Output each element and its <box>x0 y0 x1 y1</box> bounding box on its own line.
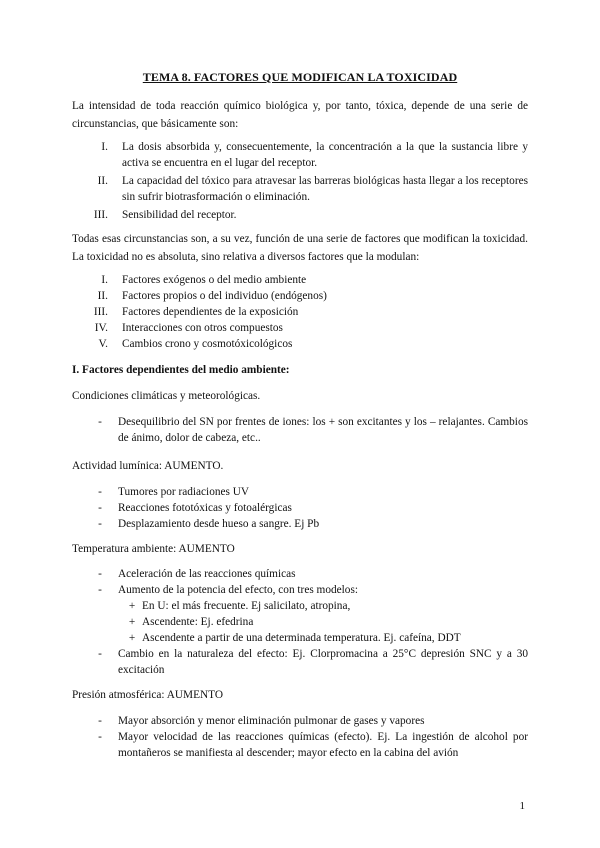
intro-paragraph: La intensidad de toda reacción químico biológica y, por tanto, tóxica, depende de una serie de circunstancias, que básicamente son: <box>72 100 528 130</box>
temp-heading: Temperatura ambiente: AUMENTO <box>72 543 235 555</box>
sub-item: + Ascendente: Ej. efedrina <box>128 616 254 628</box>
list-item: - Desequilibrio del SN por frentes de iones: los + son excitantes y los – relajantes. Cambios de ánimo, dolor de cabeza, etc.. <box>98 416 528 444</box>
list-item: - Mayor velocidad de las reacciones químicas (efecto). Ej. La ingestión de alcohol por montañeros se manifiesta al descender; mayor efecto en la cabina del avión <box>98 731 528 759</box>
list-item: - Desplazamiento desde hueso a sangre. Ej Pb <box>98 518 320 530</box>
luz-heading: Actividad lumínica: AUMENTO. <box>72 460 224 472</box>
list-item: III. Factores dependientes de la exposición <box>93 306 299 318</box>
circunstancias-list <box>72 139 528 223</box>
factors-paragraph: Todas esas circunstancias son, a su vez, función de una serie de factores que modifican la toxicidad. La toxicidad no es absoluta, sino relativa a diversos factores que la modulan: <box>72 233 528 263</box>
list-item: - Mayor absorción y menor eliminación pulmonar de gases y vapores <box>98 715 425 727</box>
list-item: II. Factores propios o del individuo (endógenos) <box>97 290 327 302</box>
clima-list <box>72 414 528 446</box>
list-item: I. La dosis absorbida y, consecuentemente, la concentración a la que la sustancia libre y activa se encuentra en el lugar del receptor. <box>101 141 528 169</box>
list-item: - Reacciones fototóxicas y fotoalérgicas <box>98 502 292 514</box>
factores-list <box>72 272 528 352</box>
list-item: II. La capacidad del tóxico para atravesar las barreras biológicas hasta llegar a los receptores sin sufrir biotrasformación o eliminación. <box>97 175 528 203</box>
presion-list <box>72 713 528 761</box>
list-item: V. Cambios crono y cosmotóxicológicos <box>98 338 293 350</box>
list-item: IV. Interacciones con otros compuestos <box>94 322 283 334</box>
list-item: - Aceleración de las reacciones químicas <box>98 568 296 580</box>
presion-heading: Presión atmosférica: AUMENTO <box>72 689 224 701</box>
sub-item: + Ascendente a partir de una determinada temperatura. Ej. cafeína, DDT <box>128 632 461 644</box>
page-title: TEMA 8. FACTORES QUE MODIFICAN LA TOXICIDAD <box>142 70 458 84</box>
section-heading: I. Factores dependientes del medio ambiente: <box>72 364 290 376</box>
list-item: - Cambio en la naturaleza del efecto: Ej. Clorpromacina a 25°C depresión SNC y a 30 excitación <box>98 648 528 676</box>
page-number: 1 <box>519 800 525 812</box>
temp-list <box>72 566 528 678</box>
list-item: I. Factores exógenos o del medio ambiente <box>101 274 307 286</box>
list-item: - Aumento de la potencia del efecto, con tres modelos: <box>98 584 358 596</box>
clima-heading: Condiciones climáticas y meteorológicas. <box>72 390 261 402</box>
list-item: III. Sensibilidad del receptor. <box>93 209 237 221</box>
sub-item: + En U: el más frecuente. Ej salicilato, atropina, <box>128 600 351 612</box>
list-item: - Tumores por radiaciones UV <box>98 486 250 498</box>
luz-list <box>72 484 528 532</box>
